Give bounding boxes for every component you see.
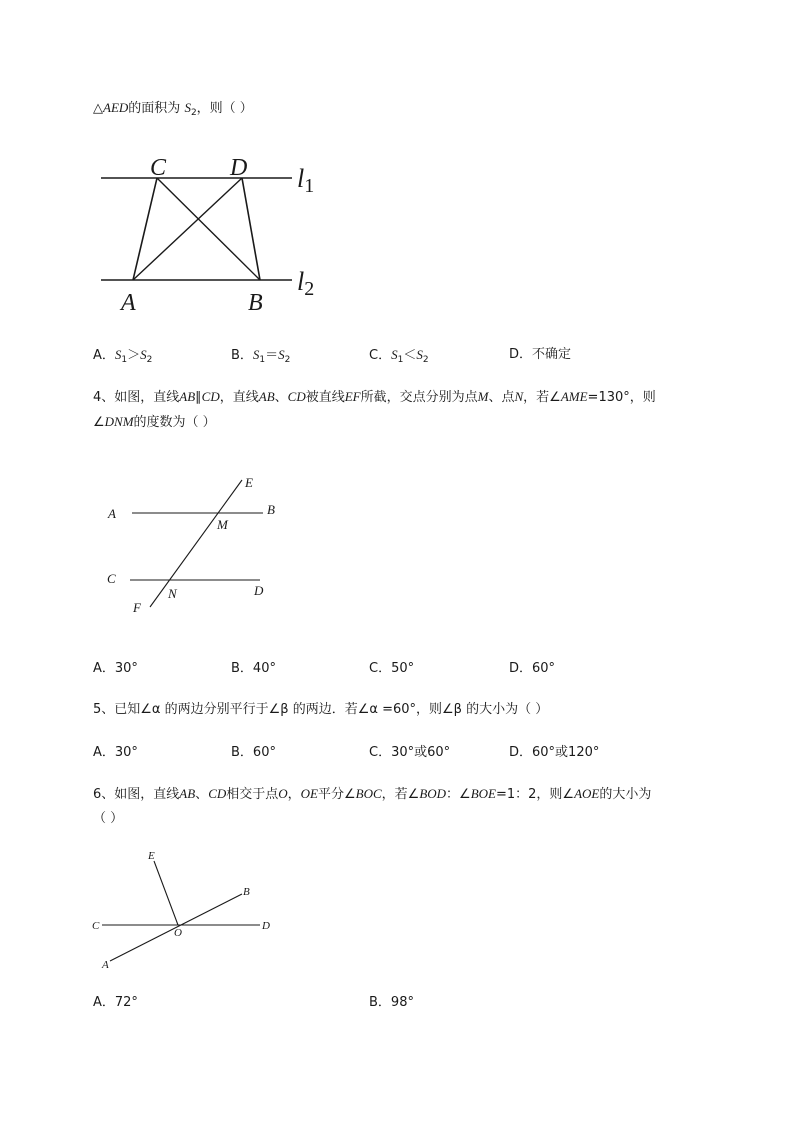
q3-option-a[interactable] xyxy=(93,346,152,369)
var-boe: BOE xyxy=(470,786,496,801)
var-ab: AB xyxy=(179,786,196,801)
label-E: E xyxy=(245,475,253,490)
option-letter: C． xyxy=(369,348,392,363)
s1-sub: 1 xyxy=(397,355,404,365)
label-O: O xyxy=(174,927,182,939)
label-D: D xyxy=(254,583,264,598)
label-E: E xyxy=(148,850,155,862)
option-letter: A． xyxy=(93,348,115,363)
q5-stem: 5、已知∠α 的两边分别平行于∠β 的两边．若∠α =60°，则∠β 的大小为（ ） xyxy=(93,702,549,717)
q6-option-a[interactable]: A．72° xyxy=(93,995,138,1010)
label-B: B xyxy=(243,886,250,898)
text: =1：2，则∠ xyxy=(495,787,575,802)
var-dnm: DNM xyxy=(104,414,134,429)
q3-s-sub: 2 xyxy=(190,108,197,118)
s2-sub: 2 xyxy=(422,355,429,365)
label-D: D xyxy=(230,155,248,181)
text: 、 xyxy=(195,787,209,802)
option-letter: B． xyxy=(231,348,253,363)
s1: S xyxy=(391,347,398,362)
var-bod: BOD xyxy=(419,786,447,801)
label-A: A xyxy=(108,506,116,521)
var-boc: BOC xyxy=(355,786,382,801)
s1: S xyxy=(252,347,260,362)
line-ef xyxy=(150,480,242,607)
q3-figure xyxy=(95,150,335,316)
var-ef: EF xyxy=(344,389,361,404)
text: 平分∠ xyxy=(318,787,356,802)
var-oe: OE xyxy=(300,786,319,801)
option-letter: D． xyxy=(509,347,533,362)
q3-option-c[interactable] xyxy=(369,346,429,369)
text: 相交于点 xyxy=(226,787,279,802)
s2-sub: 2 xyxy=(146,355,153,365)
s2: S xyxy=(140,347,147,362)
text: ，若∠ xyxy=(523,390,561,405)
label-l2: l2 xyxy=(297,267,315,300)
text: 的度数为（ ） xyxy=(133,415,216,430)
var-ab: AB xyxy=(258,389,275,404)
q3-stem-text: 的面积为 xyxy=(128,101,181,116)
text: 、 xyxy=(274,390,288,405)
label-M: M xyxy=(217,517,228,532)
text: 4、如图，直线 xyxy=(93,390,180,405)
var-cd: CD xyxy=(208,786,227,801)
q4-option-d[interactable]: D．60° xyxy=(509,661,556,676)
s1-sub: 1 xyxy=(259,355,266,365)
parallel-symbol: ∥ xyxy=(195,390,202,405)
angle-symbol: ∠ xyxy=(93,415,105,430)
q4-stem-line2 xyxy=(93,413,216,432)
relation: ＞ xyxy=(127,348,141,363)
label-B: B xyxy=(248,290,263,316)
label-C: C xyxy=(92,920,100,932)
text: 6、如图，直线 xyxy=(93,787,180,802)
q3-stem-tail: ，则（ ） xyxy=(196,101,253,116)
q3-stem xyxy=(93,99,253,122)
label-A: A xyxy=(102,959,109,971)
text: ，直线 xyxy=(219,390,259,405)
var-aoe: AOE xyxy=(574,786,600,801)
var-n: N xyxy=(514,389,524,404)
s2: S xyxy=(416,347,423,362)
q4-option-b[interactable]: B．40° xyxy=(231,661,276,676)
s2-sub: 2 xyxy=(284,355,291,365)
label-N: N xyxy=(168,586,177,601)
option-text: 不确定 xyxy=(532,347,572,362)
label-F: F xyxy=(133,600,141,615)
q3-option-b[interactable] xyxy=(231,346,290,369)
var-cd: CD xyxy=(287,389,306,404)
var-ab: AB xyxy=(179,389,196,404)
q6-option-b[interactable]: B．98° xyxy=(369,995,414,1010)
segment-da xyxy=(133,178,242,280)
q5-option-d[interactable]: D．60°或120° xyxy=(509,745,600,760)
text: ，若∠ xyxy=(381,787,420,802)
q6-stem-line2: （ ） xyxy=(93,811,124,826)
q4-option-c[interactable]: C．50° xyxy=(369,661,415,676)
q3-s: S xyxy=(184,100,191,115)
text: =130°，则 xyxy=(587,390,656,405)
q3-aed: AED xyxy=(103,100,129,115)
relation: ＜ xyxy=(403,348,417,363)
q3-option-d[interactable] xyxy=(509,346,571,364)
var-o: O xyxy=(278,786,288,801)
label-C: C xyxy=(107,571,116,586)
text: ， xyxy=(287,787,301,802)
q6-stem-line1 xyxy=(93,785,651,804)
q6-figure xyxy=(90,845,290,985)
q4-option-a[interactable]: A．30° xyxy=(93,661,138,676)
q4-figure xyxy=(100,470,300,620)
ray-oe xyxy=(154,861,178,925)
text: 被直线 xyxy=(305,390,345,405)
text: 的大小为 xyxy=(599,787,652,802)
label-D: D xyxy=(262,920,270,932)
s2: S xyxy=(278,347,285,362)
text: 所截，交点分别为点 xyxy=(360,390,478,405)
label-B: B xyxy=(267,502,275,517)
triangle-symbol: △ xyxy=(93,101,103,116)
q5-option-c[interactable]: C．30°或60° xyxy=(369,745,451,760)
text: ：∠ xyxy=(446,787,471,802)
var-cd: CD xyxy=(201,389,220,404)
q4-stem-line1 xyxy=(93,388,656,407)
relation: ＝ xyxy=(265,348,279,363)
segment-ca xyxy=(133,178,157,280)
text: 、点 xyxy=(488,390,515,405)
var-ame: AME xyxy=(560,389,588,404)
q5-option-a[interactable]: A．30° xyxy=(93,745,138,760)
s1-sub: 1 xyxy=(121,355,128,365)
label-l1: l1 xyxy=(297,164,315,197)
s1: S xyxy=(114,347,122,362)
q5-option-b[interactable]: B．60° xyxy=(231,745,276,760)
label-A: A xyxy=(121,290,136,316)
label-C: C xyxy=(150,155,167,181)
var-m: M xyxy=(477,389,489,404)
